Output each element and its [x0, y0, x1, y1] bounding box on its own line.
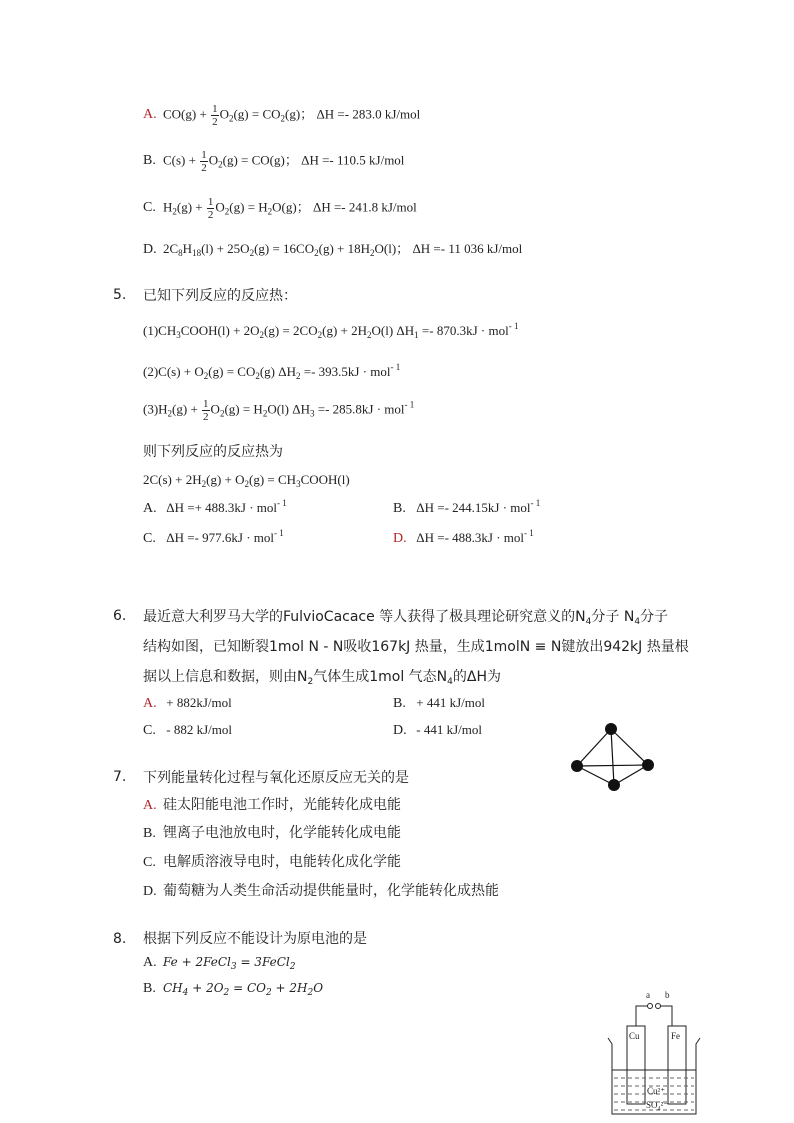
option-letter: D.: [143, 884, 157, 899]
equation-part: O: [219, 106, 229, 122]
subscript: 2: [201, 479, 207, 489]
bond: [611, 729, 614, 785]
n4-molecule-diagram: [565, 718, 660, 796]
subscript: 2: [255, 371, 260, 381]
enthalpy: ΔH =- 241.8 kJ/mol: [312, 199, 417, 215]
equation-part: O: [208, 152, 219, 168]
equation-part: (g) + 18H: [318, 241, 371, 256]
option-letter: B.: [393, 696, 406, 711]
terminal-a: [648, 1004, 653, 1009]
wire-left: [636, 1006, 648, 1026]
denominator: 2: [201, 162, 207, 174]
option-letter: A.: [143, 501, 157, 516]
subscript: 2: [307, 677, 314, 687]
question-stem-line-2: 结构如图，已知断裂1mol N - N吸收167kJ 热量，生成1molN ≡ N键放出942kJ 热量根: [143, 639, 689, 655]
subscript: 2: [249, 248, 255, 258]
q5-option-a[interactable]: [143, 500, 287, 517]
equation-part: O: [215, 199, 225, 215]
denominator: 2: [203, 411, 209, 423]
q8-option-b[interactable]: [143, 979, 323, 997]
subscript: 18: [192, 248, 202, 258]
equation-part: (l) + 25O: [201, 241, 250, 256]
option-text: + 882kJ/mol: [166, 695, 232, 710]
option-letter: B.: [143, 826, 156, 841]
reaction-2: $(2)C(s) + O_2(g) = CO_2(g) \Delta H_2 =- 393.5kJ \cdot mol^{- 1}$: [143, 362, 401, 381]
subscript: 3: [296, 479, 301, 489]
denominator: 2: [207, 209, 214, 221]
equation-part: (2)C(s) + O: [143, 364, 204, 379]
option-text: 锂离子电池放电时，化学能转化成电能: [163, 825, 401, 841]
question-stem: 根据下列反应不能设计为原电池的是: [143, 931, 367, 947]
stem-text: 据以上信息和数据，则由N: [143, 669, 308, 685]
bond: [577, 765, 648, 766]
q5-option-c[interactable]: [143, 530, 284, 547]
q5-option-b[interactable]: [393, 500, 540, 517]
option-text: ΔH =- 244.15kJ · mol: [416, 500, 531, 515]
equation-part: (g) +: [176, 199, 206, 215]
subscript: 4: [634, 617, 641, 627]
equation-part: 2C(s) + 2H: [143, 472, 202, 487]
fraction: [207, 196, 215, 221]
option-letter: B.: [393, 501, 406, 516]
fraction: [211, 103, 219, 128]
q6-option-c[interactable]: [143, 722, 232, 739]
subscript: 2: [317, 330, 323, 340]
q4-option-d[interactable]: [143, 238, 522, 258]
superscript: - 1: [404, 399, 415, 410]
bond: [577, 729, 611, 766]
option-text: + 441 kJ/mol: [416, 695, 485, 710]
subscript: 2: [280, 113, 286, 124]
option-equation: $CH_4 + 2O_2 = CO_2 + 2H_2O$: [163, 981, 324, 998]
q4-option-c[interactable]: [143, 196, 417, 221]
numerator: 1: [207, 196, 214, 208]
galvanic-cell-diagram: [604, 988, 704, 1118]
option-equation: Fe + 2FeCl$_3$ = 3FeCl$_2$: [163, 955, 296, 972]
superscript: - 1: [277, 498, 287, 508]
q7-option-c[interactable]: [143, 851, 401, 871]
question-number: 6.: [113, 608, 127, 624]
enthalpy: =- 393.5kJ · mol: [303, 364, 391, 379]
equation-part: (g) = CO(g)；: [222, 152, 298, 168]
subscript: 2: [370, 248, 375, 258]
subscript: 8: [178, 248, 183, 258]
equation-part: O(g)；: [272, 199, 310, 215]
stem-text: 气体生成1mol 气态N: [313, 669, 448, 685]
equation-part: (g) = CO: [233, 106, 281, 122]
fraction: [200, 149, 208, 174]
option-letter: D.: [393, 531, 407, 546]
option-text: - 882 kJ/mol: [166, 722, 232, 737]
question-number: 7.: [113, 769, 127, 785]
atom: [605, 723, 617, 735]
subscript: 2: [172, 206, 177, 217]
wire-right: [660, 1006, 672, 1026]
subscript: 2: [367, 330, 372, 340]
option-letter: D.: [143, 242, 157, 257]
subscript: 2: [219, 408, 225, 419]
equation-part: C(s) +: [163, 152, 200, 168]
q6-option-a[interactable]: [143, 695, 232, 712]
enthalpy: ΔH =- 110.5 kJ/mol: [301, 152, 405, 168]
option-letter: C.: [143, 531, 156, 546]
equation-part: (3)H: [143, 401, 168, 417]
q7-option-b[interactable]: [143, 822, 401, 842]
question-stem-line-1: [143, 606, 668, 626]
option-text: - 441 kJ/mol: [416, 722, 482, 737]
q7-option-a[interactable]: [143, 794, 401, 814]
atom: [571, 760, 583, 772]
bond: [577, 766, 614, 785]
superscript: - 1: [274, 528, 284, 538]
terminal-b: [656, 1004, 661, 1009]
superscript: - 1: [530, 498, 541, 508]
label-sulfate-ion: SO₄²⁻: [646, 1100, 669, 1110]
subscript: 2: [262, 408, 268, 419]
subscript: 2: [218, 159, 223, 170]
label-cu-ion: Cu²⁺: [647, 1086, 665, 1096]
numerator: 1: [212, 103, 218, 115]
option-letter: C.: [143, 855, 156, 870]
subscript: 2: [244, 479, 249, 489]
subscript: 3: [309, 408, 315, 419]
label-b: b: [665, 990, 670, 1000]
atom: [608, 779, 620, 791]
subscript: 1: [414, 330, 419, 340]
option-text: ΔH =- 977.6kJ · mol: [166, 530, 275, 545]
q7-option-d[interactable]: [143, 880, 499, 900]
subscript: 2: [267, 206, 273, 217]
equation-part: (g) = 16CO: [254, 241, 315, 256]
option-letter: D.: [393, 723, 407, 738]
equation-part: (g) = H: [229, 199, 268, 215]
question-prompt: 则下列反应的反应热为: [143, 444, 283, 460]
option-letter: B.: [143, 153, 156, 169]
superscript: - 1: [524, 528, 534, 538]
stem-text: 分子 N: [591, 609, 635, 625]
label-a: a: [646, 990, 650, 1000]
reaction-3: $(3)H_2(g)$ + $\frac{1}{2}$ $O_2(g) = H_2O(l) \Delta H_3 =- 285.8kJ \cdot mol^{- 1}$: [143, 398, 415, 423]
q8-option-a[interactable]: [143, 953, 295, 971]
numerator: 1: [203, 398, 209, 410]
q6-option-d[interactable]: [393, 722, 482, 739]
equation-part: H: [163, 199, 173, 215]
reaction-1: $(1)CH_3COOH(l) + 2O_2(g) = 2CO_2(g) + 2H_2O(l) \Delta H_1 =- 870.3kJ \cdot mol^{- 1}$: [143, 321, 519, 340]
numerator: 1: [201, 149, 207, 161]
q5-option-d[interactable]: [393, 530, 534, 547]
subscript: 2: [259, 330, 265, 340]
option-letter: A.: [143, 798, 157, 813]
question-stem: 已知下列反应的反应热：: [143, 288, 297, 304]
subscript: 4: [585, 617, 592, 627]
enthalpy: ΔH =- 11 036 kJ/mol: [412, 241, 523, 256]
denominator: 2: [212, 116, 218, 128]
q6-option-b[interactable]: [393, 695, 485, 712]
enthalpy: =- 870.3kJ · mol: [421, 323, 509, 338]
subscript: 4: [447, 677, 453, 687]
enthalpy: =- 285.8kJ · mol: [317, 401, 405, 417]
option-text: 电解质溶液导电时，电能转化成化学能: [163, 854, 401, 870]
option-text: ΔH =+ 488.3kJ · mol: [166, 500, 278, 515]
q4-option-a[interactable]: [143, 103, 420, 128]
enthalpy-symbol: ΔH: [396, 323, 415, 338]
fraction: [202, 398, 210, 423]
question-number: 5.: [113, 287, 127, 303]
option-letter: A.: [143, 955, 157, 970]
enthalpy: ΔH =- 283.0 kJ/mol: [316, 106, 421, 122]
option-letter: A.: [143, 696, 157, 711]
label-cu: Cu: [629, 1031, 640, 1041]
atom: [642, 759, 654, 771]
subscript: 2: [203, 371, 209, 381]
option-text: 葡萄糖为人类生命活动提供能量时，化学能转化成热能: [163, 883, 499, 899]
option-letter: C.: [143, 200, 156, 216]
option-text: 硅太阳能电池工作时，光能转化成电能: [163, 797, 401, 813]
equation-part: 2C: [163, 241, 179, 256]
equation-part: (g)；: [285, 106, 314, 122]
subscript: 2: [314, 248, 319, 258]
bonds: [577, 729, 648, 785]
option-text: ΔH =- 488.3kJ · mol: [416, 530, 525, 545]
q4-option-b[interactable]: [143, 149, 404, 174]
subscript: 2: [296, 371, 301, 381]
superscript: - 1: [390, 362, 401, 372]
bond: [611, 729, 648, 765]
equation-part: (1)CH: [143, 323, 177, 338]
label-fe: Fe: [671, 1031, 680, 1041]
question-number: 8.: [113, 931, 127, 947]
stem-text: 最近意大利罗马大学的FulvioCacace 等人获得了极具理论研究意义的N: [143, 609, 586, 625]
subscript: 3: [176, 330, 181, 340]
question-stem-line-3: [143, 666, 501, 686]
equation-part: O(l)；: [374, 241, 410, 256]
target-reaction: $2C(s) + 2H_2(g) + O_2(g)$ = $CH_3COOH(l)$: [143, 472, 350, 489]
stem-text: 的ΔH为: [452, 669, 501, 685]
equation-part: H: [182, 241, 193, 256]
equation-part: CO(g) +: [163, 106, 211, 122]
subscript: 2: [224, 206, 230, 217]
superscript: - 1: [508, 321, 519, 331]
option-letter: C.: [143, 723, 156, 738]
question-stem: 下列能量转化过程与氧化还原反应无关的是: [143, 770, 409, 786]
option-letter: A.: [143, 107, 157, 123]
option-letter: B.: [143, 981, 156, 996]
stem-text: 分子: [640, 609, 669, 625]
subscript: 2: [228, 113, 234, 124]
subscript: 2: [167, 408, 173, 419]
